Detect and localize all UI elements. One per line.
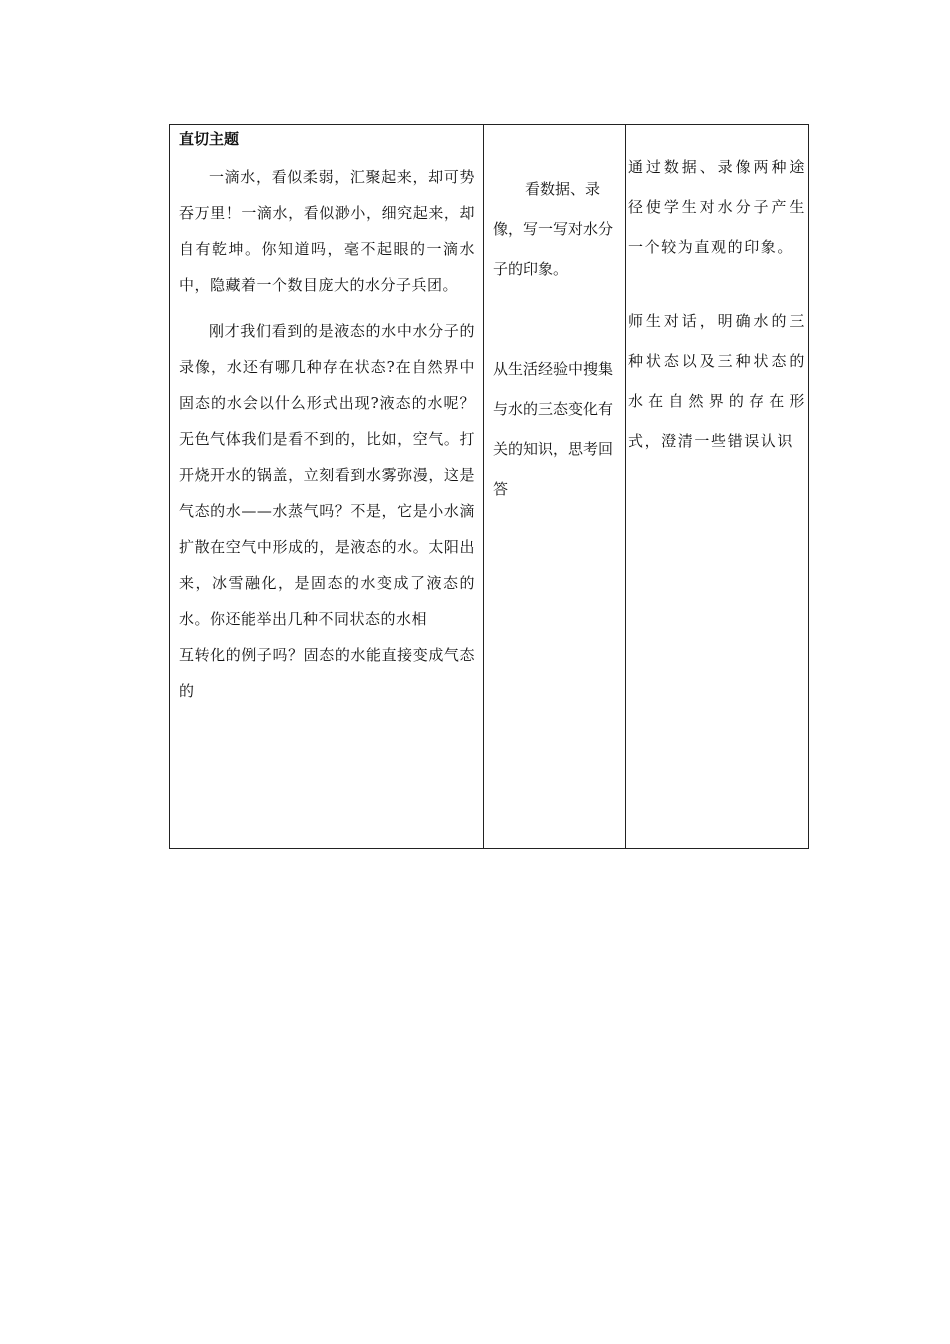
student-activity-cell: [484, 125, 626, 849]
design-intent-2: 师生对话，明确水的三种状态以及三种状态的水在自然界的存在形式，澄清一些错误认识: [628, 312, 806, 450]
lesson-plan-table: [169, 124, 809, 849]
intro-paragraph: 一滴水，看似柔弱，汇聚起来，却可势吞万里！一滴水，看似渺小，细究起来，却自有乾坤。你知道吗，毫不起眼的一滴水中，隐藏着一个数目庞大的水分子兵团。: [179, 168, 475, 294]
section-heading: 直切主题: [179, 130, 240, 148]
design-intent-content: [626, 125, 808, 461]
design-intent-cell: [626, 125, 809, 849]
student-activity-1: 看数据、录像，写一写对水分子的印象。: [493, 180, 614, 278]
student-activity-content: [484, 125, 625, 509]
states-paragraph: 刚才我们看到的是液态的水中水分子的录像，水还有哪几种存在状态?在自然界中固态的水会以什么形式出现?液态的水呢？无色气体我们是看不到的，比如，空气。打开烧开水的锅盖，立刻看到水雾弥漫，这是气态的水——水蒸气吗？不是，它是小水滴扩散在空气中形成的，是液态的水。太阳出来，冰雪融化，是固态的水变成了液态的水。你还能举出几种不同状态的水相: [179, 322, 475, 628]
teacher-activity-cell: [170, 125, 484, 849]
spacer: [493, 289, 613, 349]
design-intent-1: 通过数据、录像两种途径使学生对水分子产生一个较为直观的印象。: [628, 158, 806, 256]
continuation-paragraph: 互转化的例子吗？固态的水能直接变成气态的: [179, 646, 475, 700]
student-activity-2: 从生活经验中搜集与水的三态变化有关的知识，思考回答: [493, 360, 614, 498]
teacher-activity-content: [170, 125, 483, 709]
spacer: [628, 267, 806, 301]
table-row: [170, 125, 809, 849]
